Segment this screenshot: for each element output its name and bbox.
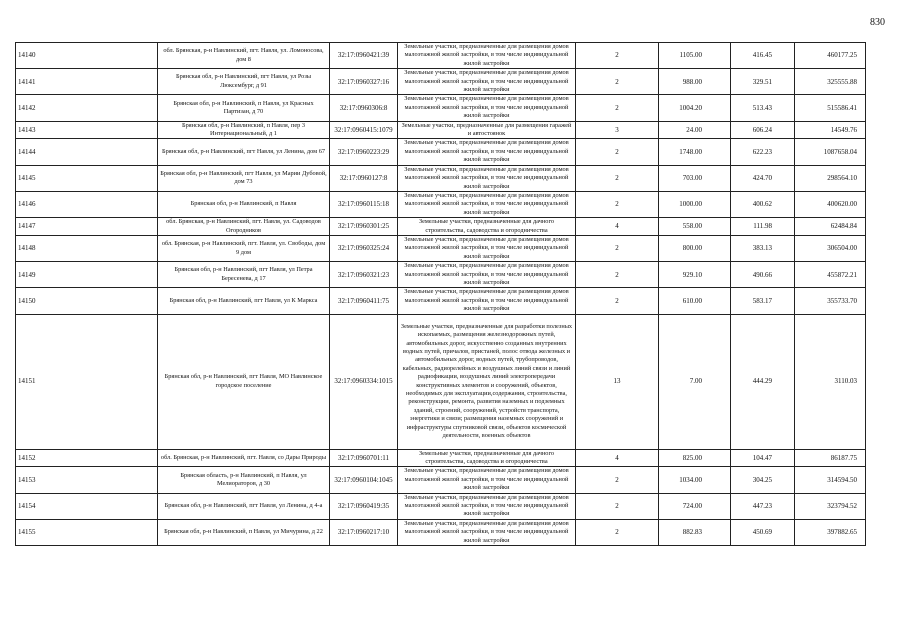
area-cell: 558.00 — [659, 218, 731, 236]
land-use-cell: Земельные участки, предназначенные для размещения домов малоэтажной жилой застройки, в том числе индивидуальной жилой застройки — [398, 493, 576, 519]
use-group-cell: 2 — [576, 191, 659, 217]
specific-value-cell: 424.70 — [731, 165, 795, 191]
table-row — [16, 218, 866, 236]
cadastral-number-cell: 32:17:0960415:1079 — [330, 121, 398, 139]
use-group-cell: 2 — [576, 467, 659, 493]
land-use-cell: Земельные участки, предназначенные для размещения домов малоэтажной жилой застройки, в том числе индивидуальной жилой застройки — [398, 69, 576, 95]
record-number-cell: 14144 — [16, 139, 158, 165]
use-group-cell: 2 — [576, 43, 659, 69]
address-cell: Брянская обл, р-н Навлинский, п Навля, ул Красных Партизан, д 70 — [158, 95, 330, 121]
table-row — [16, 191, 866, 217]
specific-value-cell: 383.13 — [731, 235, 795, 261]
address-cell: Брянская обл, р-н Навлинский, пгт Навля, МО Навлинское городское поселение — [158, 314, 330, 449]
use-group-cell: 3 — [576, 121, 659, 139]
area-cell: 1748.00 — [659, 139, 731, 165]
land-use-cell: Земельные участки, предназначенные для дачного строительства, садоводства и огородничества — [398, 218, 576, 236]
address-cell: Брянская обл, р-н Навлинский, пгт Навля, ул Ленина, д 4-а — [158, 493, 330, 519]
land-use-cell: Земельные участки, предназначенные для размещения домов малоэтажной жилой застройки, в том числе индивидуальной жилой застройки — [398, 262, 576, 288]
record-number-cell: 14152 — [16, 449, 158, 467]
specific-value-cell: 416.45 — [731, 43, 795, 69]
record-number-cell: 14155 — [16, 519, 158, 545]
cadastral-value-cell: 306504.00 — [795, 235, 866, 261]
area-cell: 610.00 — [659, 288, 731, 314]
land-use-cell: Земельные участки, предназначенные для размещения домов малоэтажной жилой застройки, в том числе индивидуальной жилой застройки — [398, 43, 576, 69]
cadastral-value-cell: 400620.00 — [795, 191, 866, 217]
table-row — [16, 139, 866, 165]
table-row — [16, 43, 866, 69]
use-group-cell: 2 — [576, 165, 659, 191]
record-number-cell: 14145 — [16, 165, 158, 191]
area-cell: 929.10 — [659, 262, 731, 288]
use-group-cell: 2 — [576, 262, 659, 288]
cadastral-value-cell: 455872.21 — [795, 262, 866, 288]
area-cell: 1000.00 — [659, 191, 731, 217]
cadastral-value-cell: 86187.75 — [795, 449, 866, 467]
area-cell: 988.00 — [659, 69, 731, 95]
specific-value-cell: 606.24 — [731, 121, 795, 139]
area-cell: 825.00 — [659, 449, 731, 467]
record-number-cell: 14146 — [16, 191, 158, 217]
use-group-cell: 4 — [576, 218, 659, 236]
specific-value-cell: 583.17 — [731, 288, 795, 314]
cadastral-number-cell: 32:17:0960421:39 — [330, 43, 398, 69]
area-cell: 724.00 — [659, 493, 731, 519]
cadastral-value-cell: 397882.65 — [795, 519, 866, 545]
use-group-cell: 2 — [576, 69, 659, 95]
record-number-cell: 14142 — [16, 95, 158, 121]
cadastral-value-cell: 3110.03 — [795, 314, 866, 449]
land-use-cell: Земельные участки, предназначенные для размещения домов малоэтажной жилой застройки, в том числе индивидуальной жилой застройки — [398, 139, 576, 165]
land-use-cell: Земельные участки, предназначенные для разработки полезных ископаемых, размещения железнодорожных путей, автомобильных дорог, искусственно созданных внутренних водных путей, причалов, пристаней, полос отвода железных и автомобильных дорог, водных путей, трубопроводов, кабельных, радиорелейных и воздушных линий связи и линий радиофикации, воздушных линий электропередачи конструктивных элементов и сооружений, объектов, необходимых для эксплуатации,содержания, строительства, реконструкции, ремонта, развития наземных и подземных зданий, строений, сооружений, устройств транспорта, энергетики и связи; размещения наземных сооружений и инфраструктуры спутниковой связи, объектов космической деятельности, военных объектов — [398, 314, 576, 449]
area-cell: 1004.20 — [659, 95, 731, 121]
address-cell: Брянская обл, р-н Навлинский, пгт Навля, ул К Маркса — [158, 288, 330, 314]
land-use-cell: Земельные участки, предназначенные для размещения домов малоэтажной жилой застройки, в том числе индивидуальной жилой застройки — [398, 95, 576, 121]
table-row — [16, 165, 866, 191]
specific-value-cell: 104.47 — [731, 449, 795, 467]
cadastral-value-cell: 355733.70 — [795, 288, 866, 314]
cadastral-number-cell: 32:17:0960321:23 — [330, 262, 398, 288]
address-cell: Брянская обл, р-н Навлинский, п Навля, ул Мичурина, д 22 — [158, 519, 330, 545]
use-group-cell: 4 — [576, 449, 659, 467]
record-number-cell: 14148 — [16, 235, 158, 261]
land-registry-table — [15, 42, 866, 546]
cadastral-number-cell: 32:17:0960334:1015 — [330, 314, 398, 449]
cadastral-value-cell: 298564.10 — [795, 165, 866, 191]
cadastral-number-cell: 32:17:0960127:8 — [330, 165, 398, 191]
table-row — [16, 235, 866, 261]
table-row — [16, 121, 866, 139]
record-number-cell: 14151 — [16, 314, 158, 449]
use-group-cell: 2 — [576, 519, 659, 545]
land-use-cell: Земельные участки, предназначенные для дачного строительства, садоводства и огородничества — [398, 449, 576, 467]
table-row — [16, 493, 866, 519]
cadastral-value-cell: 1087658.04 — [795, 139, 866, 165]
address-cell: Брянская обл, р-н Навлинский, пгт Навля, ул Розы Люксембург, д 91 — [158, 69, 330, 95]
area-cell: 800.00 — [659, 235, 731, 261]
cadastral-value-cell: 515586.41 — [795, 95, 866, 121]
cadastral-number-cell: 32:17:0960301:25 — [330, 218, 398, 236]
cadastral-number-cell: 32:17:0960411:75 — [330, 288, 398, 314]
specific-value-cell: 447.23 — [731, 493, 795, 519]
use-group-cell: 2 — [576, 288, 659, 314]
address-cell: Брянская обл, р-н Навлинский, п Навля, пер 3 Интернациональный, д 1 — [158, 121, 330, 139]
record-number-cell: 14149 — [16, 262, 158, 288]
address-cell: обл. Брянская, р-н Навлинский, пгт. Навля, ул. Свободы, дом 9 дом — [158, 235, 330, 261]
cadastral-value-cell: 314594.50 — [795, 467, 866, 493]
address-cell: обл. Брянская, р-н Навлинский, пгт. Навля, со Дары Природы — [158, 449, 330, 467]
record-number-cell: 14150 — [16, 288, 158, 314]
record-number-cell: 14140 — [16, 43, 158, 69]
table-row — [16, 69, 866, 95]
cadastral-value-cell: 62484.84 — [795, 218, 866, 236]
land-use-cell: Земельные участки, предназначенные для размещения гаражей и автостоянок — [398, 121, 576, 139]
address-cell: обл. Брянская, р-н Навлинский, пгт. Навля, ул. Ломоносова, дом 8 — [158, 43, 330, 69]
address-cell: Брянская обл, р-н Навлинский, п Навля — [158, 191, 330, 217]
table-body — [16, 43, 866, 546]
cadastral-number-cell: 32:17:0960217:10 — [330, 519, 398, 545]
table-row — [16, 95, 866, 121]
specific-value-cell: 490.66 — [731, 262, 795, 288]
cadastral-number-cell: 32:17:0960223:29 — [330, 139, 398, 165]
table-row — [16, 288, 866, 314]
land-use-cell: Земельные участки, предназначенные для размещения домов малоэтажной жилой застройки, в том числе индивидуальной жилой застройки — [398, 235, 576, 261]
use-group-cell: 13 — [576, 314, 659, 449]
area-cell: 1105.00 — [659, 43, 731, 69]
table-row — [16, 519, 866, 545]
cadastral-number-cell: 32:17:0960115:18 — [330, 191, 398, 217]
record-number-cell: 14147 — [16, 218, 158, 236]
cadastral-value-cell: 14549.76 — [795, 121, 866, 139]
cadastral-value-cell: 323794.52 — [795, 493, 866, 519]
land-use-cell: Земельные участки, предназначенные для размещения домов малоэтажной жилой застройки, в том числе индивидуальной жилой застройки — [398, 191, 576, 217]
address-cell: Брянская обл, р-н Навлинский, пгт Навля, ул Марии Дубовой, дом 73 — [158, 165, 330, 191]
specific-value-cell: 622.23 — [731, 139, 795, 165]
specific-value-cell: 304.25 — [731, 467, 795, 493]
specific-value-cell: 400.62 — [731, 191, 795, 217]
record-number-cell: 14154 — [16, 493, 158, 519]
record-number-cell: 14153 — [16, 467, 158, 493]
cadastral-number-cell: 32:17:0960701:11 — [330, 449, 398, 467]
land-use-cell: Земельные участки, предназначенные для размещения домов малоэтажной жилой застройки, в том числе индивидуальной жилой застройки — [398, 288, 576, 314]
table-row — [16, 314, 866, 449]
land-use-cell: Земельные участки, предназначенные для размещения домов малоэтажной жилой застройки, в том числе индивидуальной жилой застройки — [398, 165, 576, 191]
address-cell: Брянская обл, р-н Навлинский, пгт Навля, ул Ленина, дом 67 — [158, 139, 330, 165]
specific-value-cell: 444.29 — [731, 314, 795, 449]
area-cell: 1034.00 — [659, 467, 731, 493]
record-number-cell: 14141 — [16, 69, 158, 95]
cadastral-number-cell: 32:17:0960104:1045 — [330, 467, 398, 493]
cadastral-value-cell: 460177.25 — [795, 43, 866, 69]
address-cell: Брянская обл, р-н Навлинский, пгт Навля, ул Петра Бересенева, д 17 — [158, 262, 330, 288]
address-cell: обл. Брянская, р-н Навлинский, пгт. Навля, ул. Садоводов Огородников — [158, 218, 330, 236]
area-cell: 882.83 — [659, 519, 731, 545]
area-cell: 24.00 — [659, 121, 731, 139]
area-cell: 7.00 — [659, 314, 731, 449]
specific-value-cell: 329.51 — [731, 69, 795, 95]
table-row — [16, 467, 866, 493]
land-use-cell: Земельные участки, предназначенные для размещения домов малоэтажной жилой застройки, в том числе индивидуальной жилой застройки — [398, 467, 576, 493]
address-cell: Брянская область, р-н Навлинский, п Навля, ул Мелиораторов, д 30 — [158, 467, 330, 493]
use-group-cell: 2 — [576, 95, 659, 121]
cadastral-number-cell: 32:17:0960327:16 — [330, 69, 398, 95]
use-group-cell: 2 — [576, 493, 659, 519]
record-number-cell: 14143 — [16, 121, 158, 139]
use-group-cell: 2 — [576, 235, 659, 261]
specific-value-cell: 513.43 — [731, 95, 795, 121]
cadastral-value-cell: 325555.88 — [795, 69, 866, 95]
use-group-cell: 2 — [576, 139, 659, 165]
page-number: 830 — [870, 17, 885, 28]
specific-value-cell: 450.69 — [731, 519, 795, 545]
table-row — [16, 262, 866, 288]
table-row — [16, 449, 866, 467]
specific-value-cell: 111.98 — [731, 218, 795, 236]
area-cell: 703.00 — [659, 165, 731, 191]
cadastral-number-cell: 32:17:0960325:24 — [330, 235, 398, 261]
cadastral-number-cell: 32:17:0960419:35 — [330, 493, 398, 519]
cadastral-number-cell: 32:17:0960306:8 — [330, 95, 398, 121]
land-use-cell: Земельные участки, предназначенные для размещения домов малоэтажной жилой застройки, в том числе индивидуальной жилой застройки — [398, 519, 576, 545]
